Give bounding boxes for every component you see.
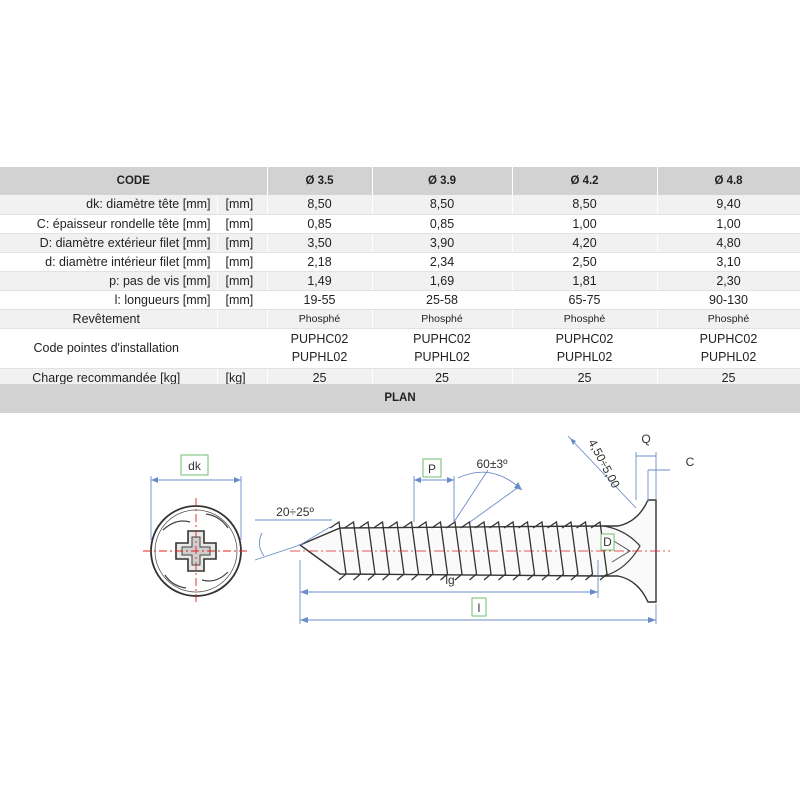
row-label: Revêtement bbox=[0, 309, 217, 328]
cell: 1,00 bbox=[657, 214, 800, 233]
row-label: d: diamètre intérieur filet [mm] bbox=[0, 252, 217, 271]
plan-title: PLAN bbox=[0, 384, 800, 413]
row-label: D: diamètre extérieur filet [mm] bbox=[0, 233, 217, 252]
cell: 19-55 bbox=[267, 290, 372, 309]
cell: 3,10 bbox=[657, 252, 800, 271]
cell: 65-75 bbox=[512, 290, 657, 309]
thread-angle-dimension bbox=[454, 457, 522, 522]
cell: 2,50 bbox=[512, 252, 657, 271]
row-unit: [kg] bbox=[217, 368, 267, 387]
label-dk: dk bbox=[188, 459, 201, 473]
cell: 1,00 bbox=[512, 214, 657, 233]
row-label: Code pointes d'installation bbox=[0, 328, 217, 368]
cell: 8,50 bbox=[372, 195, 512, 214]
cell: 25 bbox=[267, 368, 372, 387]
cell-line: PUPHC02 bbox=[290, 332, 349, 346]
label-d: D bbox=[603, 535, 612, 549]
header-col-2: Ø 3.9 bbox=[372, 167, 512, 195]
cell bbox=[267, 328, 372, 368]
row-unit bbox=[217, 328, 267, 368]
table-row bbox=[0, 252, 800, 271]
cell: 0,85 bbox=[267, 214, 372, 233]
head-range-dimension bbox=[568, 436, 636, 508]
cell bbox=[372, 328, 512, 368]
cell: Phosphé bbox=[512, 309, 657, 328]
row-label: C: épaisseur rondelle tête [mm] bbox=[0, 214, 217, 233]
spec-table bbox=[0, 167, 800, 388]
cell: 2,34 bbox=[372, 252, 512, 271]
table-header-row bbox=[0, 167, 800, 195]
label-head-range: 4,50÷5,00 bbox=[585, 436, 623, 491]
table-row bbox=[0, 214, 800, 233]
cell: 2,30 bbox=[657, 271, 800, 290]
header-code: CODE bbox=[0, 167, 267, 195]
table-row bbox=[0, 290, 800, 309]
screw-head-top-view bbox=[143, 455, 249, 604]
cell: 25 bbox=[372, 368, 512, 387]
cell: Phosphé bbox=[372, 309, 512, 328]
row-unit: [mm] bbox=[217, 252, 267, 271]
table-row bbox=[0, 328, 800, 368]
cell-line: PUPHL02 bbox=[291, 350, 348, 364]
cell-line: PUPHC02 bbox=[699, 332, 758, 346]
cell-line: PUPHC02 bbox=[555, 332, 614, 346]
header-col-4: Ø 4.8 bbox=[657, 167, 800, 195]
label-p: P bbox=[427, 462, 437, 476]
header-col-3: Ø 4.2 bbox=[512, 167, 657, 195]
row-label: dk: diamètre tête [mm] bbox=[0, 195, 217, 214]
cell: 8,50 bbox=[267, 195, 372, 214]
row-label: p: pas de vis [mm] bbox=[0, 271, 217, 290]
label-l: l bbox=[477, 601, 481, 615]
cell: Phosphé bbox=[267, 309, 372, 328]
label-c: C bbox=[685, 455, 695, 469]
cell: 1,49 bbox=[267, 271, 372, 290]
cell: 3,50 bbox=[267, 233, 372, 252]
cell: Phosphé bbox=[657, 309, 800, 328]
cell: 1,69 bbox=[372, 271, 512, 290]
row-label: l: longueurs [mm] bbox=[0, 290, 217, 309]
label-lg: lg bbox=[445, 573, 455, 587]
label-thread-angle: 60±3º bbox=[476, 457, 508, 471]
row-label: Charge recommandée [kg] bbox=[0, 368, 217, 387]
cell: 4,20 bbox=[512, 233, 657, 252]
cell bbox=[512, 328, 657, 368]
cell bbox=[657, 328, 800, 368]
cell: 3,90 bbox=[372, 233, 512, 252]
cell: 90-130 bbox=[657, 290, 800, 309]
cell-line: PUPHL02 bbox=[556, 350, 613, 364]
screw-technical-drawing bbox=[0, 413, 800, 800]
cell: 4,80 bbox=[657, 233, 800, 252]
pitch-dimension bbox=[414, 459, 454, 522]
cell-line: PUPHL02 bbox=[700, 350, 757, 364]
table-row bbox=[0, 233, 800, 252]
q-c-dimension bbox=[636, 432, 695, 502]
label-q: Q bbox=[641, 432, 651, 446]
cell: 9,40 bbox=[657, 195, 800, 214]
cell: 25 bbox=[512, 368, 657, 387]
cell: 8,50 bbox=[512, 195, 657, 214]
cell: 1,81 bbox=[512, 271, 657, 290]
header-col-1: Ø 3.5 bbox=[267, 167, 372, 195]
cell-line: PUPHL02 bbox=[414, 350, 470, 364]
row-unit bbox=[217, 309, 267, 328]
cell-line: PUPHC02 bbox=[413, 332, 471, 346]
row-unit: [mm] bbox=[217, 290, 267, 309]
label-tip-angle: 20÷25º bbox=[276, 505, 314, 519]
table-row bbox=[0, 271, 800, 290]
cell: 25-58 bbox=[372, 290, 512, 309]
table-row bbox=[0, 309, 800, 328]
row-unit: [mm] bbox=[217, 214, 267, 233]
row-unit: [mm] bbox=[217, 271, 267, 290]
cell: 2,18 bbox=[267, 252, 372, 271]
row-unit: [mm] bbox=[217, 195, 267, 214]
row-unit: [mm] bbox=[217, 233, 267, 252]
cell: 25 bbox=[657, 368, 800, 387]
table-row bbox=[0, 195, 800, 214]
cell: 0,85 bbox=[372, 214, 512, 233]
